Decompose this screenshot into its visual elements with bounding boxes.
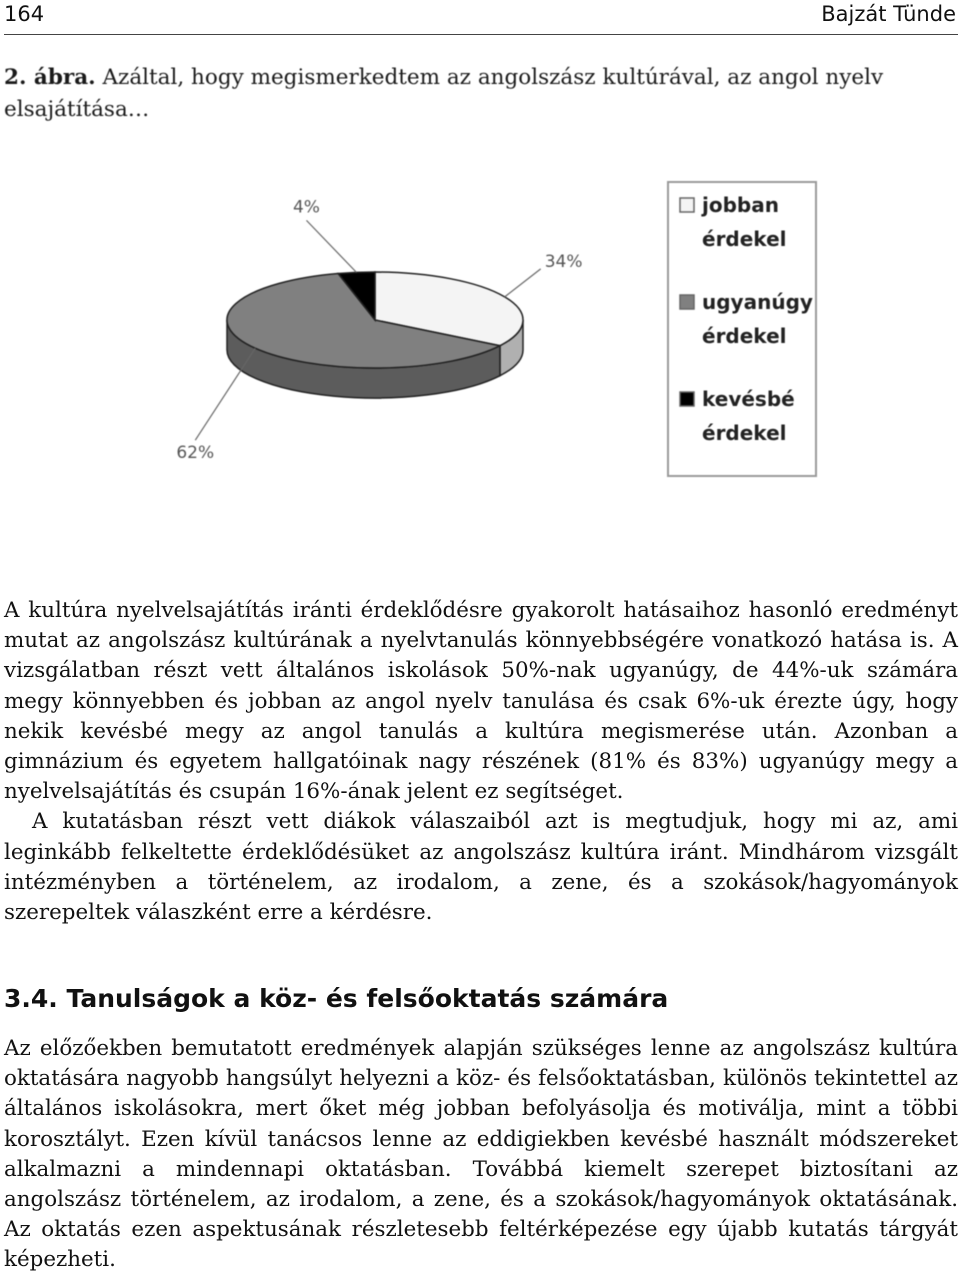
data-label-0: 34% <box>544 251 583 272</box>
legend-label-2-line2: érdekel <box>702 421 787 445</box>
section-heading: 3.4. Tanulságok a köz- és felsőoktatás számára <box>4 984 669 1013</box>
chart-legend <box>668 182 816 476</box>
paragraph-1: A kultúra nyelvelsajátítás iránti érdeklődésre gyakorolt hatásaihoz hasonló eredményt mutat az angolszász kultúrának a nyelvtanulás könnyebbségére vonatkozó hatása is. A vizsgálatban részt vett általános iskolások 50%-nak ugyanúgy, de 44%-uk számára megy könnyebben és jobban az angol nyelv tanulása és csak 6%-uk érezte úgy, hogy nekik kevésbé megy az angol tanulás a kultúra megismerése után. Azonban a gimnázium és egyetem hallgatóinak nagy részének (81% és 83%) ugyanúgy megy a nyelvelsajátítás és csupán 16%-ának jelent ez segítséget. <box>4 598 958 805</box>
data-label-1: 62% <box>176 443 215 464</box>
data-label-2: 4% <box>292 197 320 218</box>
legend-label-2-line1: kevésbé <box>702 387 795 411</box>
legend-label-0-line2: érdekel <box>702 227 787 251</box>
section-paragraph: Az előzőekben bemutatott eredmények alapján szükséges lenne az angolszász kultúra oktatására nagyobb hangsúlyt helyezni a köz- és felsőoktatásban, különös tekintettel az általános iskolásokra, mert őket még jobban befolyásolja és motiválja, mint a többi korosztályt. Ezen kívül tanácsos lenne az eddigiekben kevésbé használt módszereket alkalmazni a mindennapi oktatásban. Továbbá kiemelt szerepet biztosítani az angolszász történelem, az irodalom, a zene, és a szokások/hagyományok oktatásának. Az oktatás ezen aspektusának részletesebb feltérképezése egy újabb kutatás tárgyát képezheti. <box>4 1036 958 1273</box>
legend-label-1-line2: érdekel <box>702 324 787 348</box>
legend-swatch-0 <box>680 198 694 212</box>
section-body <box>4 1034 958 1276</box>
page-number: 164 <box>4 2 45 26</box>
leader-line-2 <box>306 220 356 272</box>
figure-caption <box>4 62 954 126</box>
figure-label: 2. ábra. <box>4 65 96 90</box>
figure-caption-text: Azáltal, hogy megismerkedtem az angolszász kultúrával, az angol nyelv elsajátítása… <box>4 65 884 122</box>
legend-label-0-line1: jobban <box>702 193 779 217</box>
pie-group <box>227 272 523 398</box>
leader-line-0 <box>505 269 541 297</box>
legend-swatch-1 <box>680 295 694 309</box>
legend-swatch-2 <box>680 392 694 406</box>
legend-label-1-line1: ugyanúgy <box>702 290 813 314</box>
paragraph-2: A kutatásban részt vett diákok válaszaiból azt is megtudjuk, hogy mi az, ami leginkább felkeltette érdeklődésüket az angolszász kultúra iránt. Mindhárom vizsgált intézményben a történelem, az irodalom, a zene, és a szokások/hagyományok szerepeltek válaszként erre a kérdésre. <box>4 809 958 926</box>
leader-line-1 <box>195 348 255 440</box>
running-author: Bajzát Tünde <box>821 2 956 26</box>
page-header <box>4 0 958 35</box>
body-paragraphs <box>4 596 958 928</box>
pie-chart <box>140 170 840 500</box>
